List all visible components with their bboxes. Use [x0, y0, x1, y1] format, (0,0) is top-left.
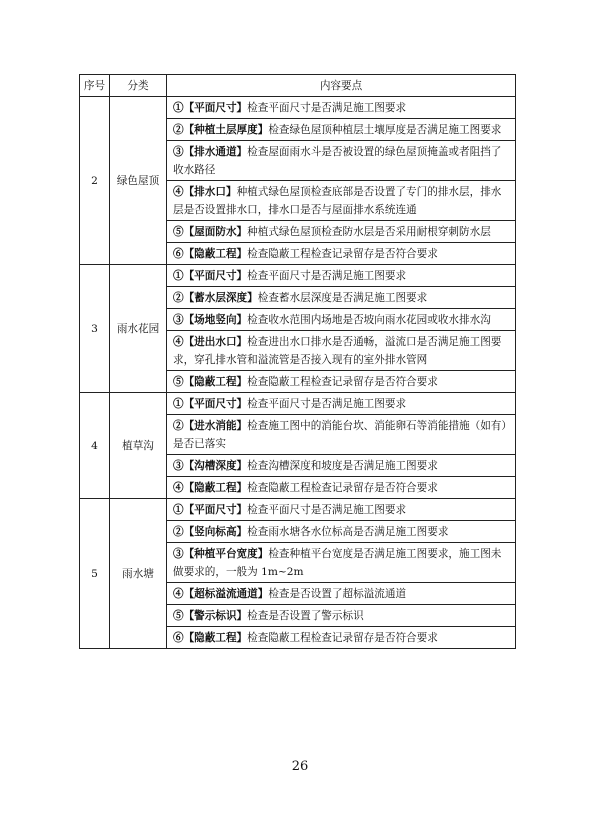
category-cell: 绿色屋顶: [110, 97, 167, 265]
content-cell: [167, 97, 516, 119]
item-text: 检查沟槽深度和坡度是否满足施工图要求: [247, 460, 438, 472]
content-cell: [167, 543, 516, 583]
content-cell: [167, 181, 516, 221]
content-cell: [167, 331, 516, 371]
content-cell: [167, 521, 516, 543]
header-seq: 序号: [80, 75, 110, 97]
item-text: 检查收水范围内场地是否坡向雨水花园或收水排水沟: [247, 314, 491, 326]
inspection-table: [79, 74, 516, 649]
item-marker: ④【超标溢流通道】: [173, 588, 269, 600]
item-marker: ①【平面尺寸】: [173, 270, 248, 282]
header-category: 分类: [110, 75, 167, 97]
content-cell: [167, 287, 516, 309]
item-text: 检查平面尺寸是否满足施工图要求: [247, 398, 407, 410]
item-marker: ②【进水消能】: [173, 420, 248, 432]
table-body: [80, 97, 516, 649]
item-marker: ③【场地竖向】: [173, 314, 248, 326]
item-text: 检查施工图中的消能台坎、消能卵石等消能措施（如有）是否已落实: [173, 420, 507, 450]
item-marker: ②【竖向标高】: [173, 526, 248, 538]
item-text: 检查隐蔽工程检查记录留存是否符合要求: [247, 632, 438, 644]
content-cell: [167, 605, 516, 627]
content-cell: [167, 583, 516, 605]
category-cell: 植草沟: [110, 393, 167, 499]
item-text: 检查屋面雨水斗是否被设置的绿色屋顶掩盖或者阻挡了收水路径: [173, 146, 502, 176]
item-text: 检查绿色屋顶种植层土壤厚度是否满足施工图要求: [268, 124, 502, 136]
content-cell: [167, 309, 516, 331]
item-marker: ③【种植平台宽度】: [173, 548, 269, 560]
content-cell: [167, 265, 516, 287]
table-header-row: [80, 75, 516, 97]
content-cell: [167, 393, 516, 415]
content-cell: [167, 141, 516, 181]
item-text: 检查平面尺寸是否满足施工图要求: [247, 270, 407, 282]
seq-cell: 5: [80, 499, 110, 649]
item-marker: ⑥【隐蔽工程】: [173, 632, 248, 644]
seq-cell: 2: [80, 97, 110, 265]
content-cell: [167, 455, 516, 477]
item-text: 种植式绿色屋顶检查防水层是否采用耐根穿刺防水层: [247, 226, 491, 238]
item-text: 种植式绿色屋顶检查底部是否设置了专门的排水层，排水层是否设置排水口，排水口是否与屋面排水系统连通: [173, 186, 502, 216]
seq-cell: 3: [80, 265, 110, 393]
item-marker: ①【平面尺寸】: [173, 504, 248, 516]
item-marker: ⑤【隐蔽工程】: [173, 376, 248, 388]
item-text: 检查进出水口排水是否通畅，溢流口是否满足施工图要求，穿孔排水管和溢流管是否接入现有的室外排水管网: [173, 336, 502, 366]
content-cell: [167, 119, 516, 141]
item-text: 检查隐蔽工程检查记录留存是否符合要求: [247, 482, 438, 494]
item-text: 检查蓄水层深度是否满足施工图要求: [257, 292, 428, 304]
item-text: 检查雨水塘各水位标高是否满足施工图要求: [247, 526, 449, 538]
table-row: [80, 499, 516, 521]
item-marker: ①【平面尺寸】: [173, 398, 248, 410]
table-row: [80, 393, 516, 415]
item-text: 检查是否设置了超标溢流通道: [268, 588, 407, 600]
item-marker: ③【排水通道】: [173, 146, 248, 158]
item-marker: ⑤【屋面防水】: [173, 226, 248, 238]
item-marker: ②【蓄水层深度】: [173, 292, 258, 304]
category-cell: 雨水塘: [110, 499, 167, 649]
content-cell: [167, 243, 516, 265]
page-number: 26: [291, 759, 309, 774]
item-marker: ④【进出水口】: [173, 336, 248, 348]
item-text: 检查平面尺寸是否满足施工图要求: [247, 504, 407, 516]
item-text: 检查平面尺寸是否满足施工图要求: [247, 102, 407, 114]
item-text: 检查隐蔽工程检查记录留存是否符合要求: [247, 248, 438, 260]
item-marker: ①【平面尺寸】: [173, 102, 248, 114]
content-cell: [167, 477, 516, 499]
item-marker: ③【沟槽深度】: [173, 460, 248, 472]
category-cell: 雨水花园: [110, 265, 167, 393]
item-marker: ⑤【警示标识】: [173, 610, 248, 622]
content-cell: [167, 499, 516, 521]
content-cell: [167, 627, 516, 649]
content-cell: [167, 221, 516, 243]
item-marker: ⑥【隐蔽工程】: [173, 248, 248, 260]
item-text: 检查种植平台宽度是否满足施工图要求，施工图未做要求的，一般为 1m~2m: [173, 548, 502, 578]
content-cell: [167, 371, 516, 393]
item-marker: ④【排水口】: [173, 186, 237, 198]
header-content: 内容要点: [167, 75, 516, 97]
item-marker: ④【隐蔽工程】: [173, 482, 248, 494]
table-row: [80, 265, 516, 287]
table-row: [80, 97, 516, 119]
item-text: 检查是否设置了警示标识: [247, 610, 364, 622]
item-marker: ②【种植土层厚度】: [173, 124, 269, 136]
content-cell: [167, 415, 516, 455]
seq-cell: 4: [80, 393, 110, 499]
item-text: 检查隐蔽工程检查记录留存是否符合要求: [247, 376, 438, 388]
